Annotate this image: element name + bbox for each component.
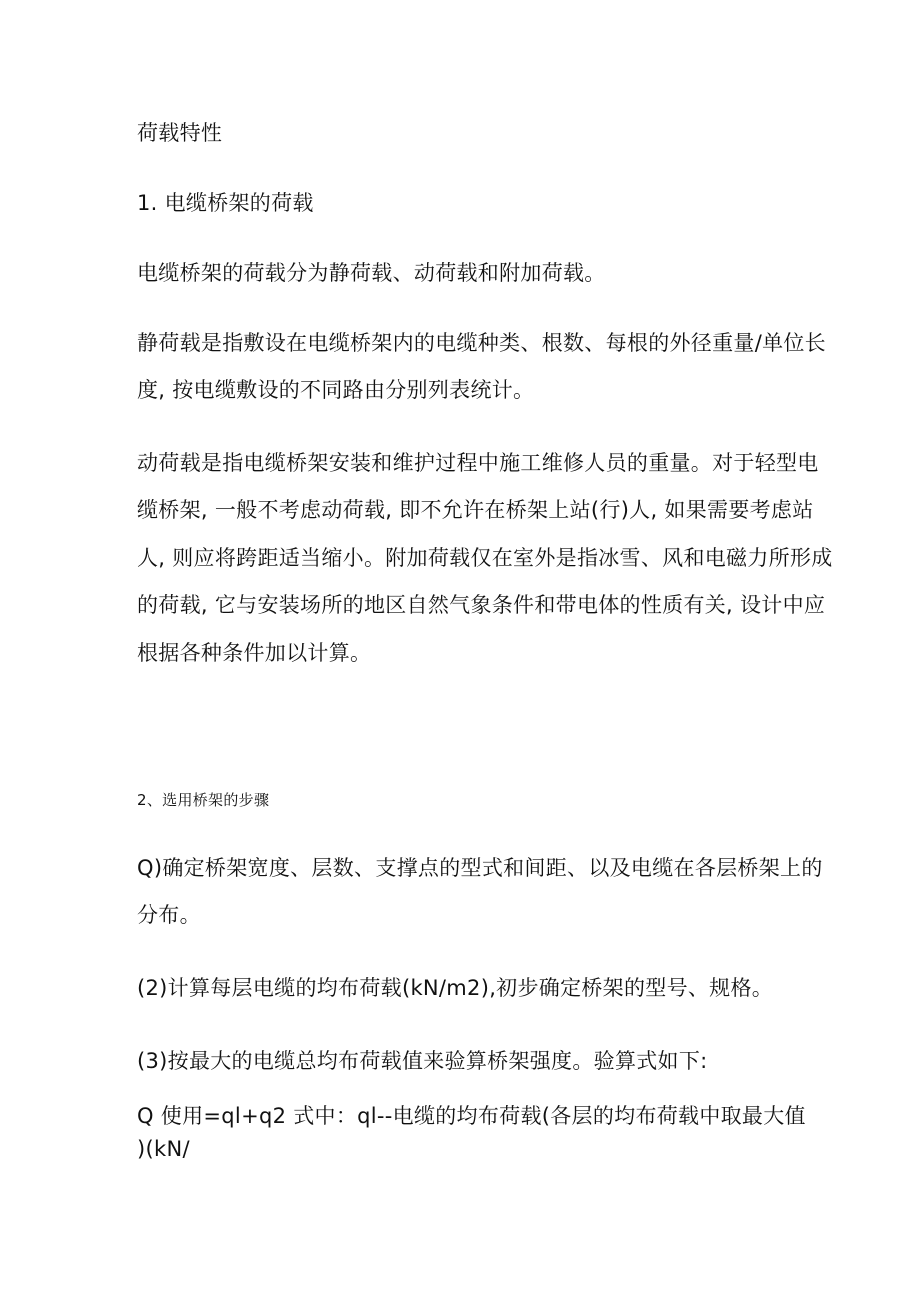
paragraph-dynamic-load-line-2: 缆桥架, 一般不考虑动荷载, 即不允许在桥架上站(行)人, 如果需要考虑站 (137, 498, 814, 522)
step-2-text: (2)计算每层电缆的均布荷载(kN/m2),初步确定桥架的型号、规格。 (137, 976, 774, 1000)
step-1-line-1: Q)确定桥架宽度、层数、支撑点的型式和间距、以及电缆在各层桥架上的 (137, 856, 823, 880)
paragraph-dynamic-load-line-1: 动荷载是指电缆桥架安装和维护过程中施工维修人员的重量。对于轻型电 (137, 451, 819, 475)
paragraph-static-load-line-2: 度, 按电缆敷设的不同路由分别列表统计。 (137, 378, 535, 402)
paragraph-dynamic-load-line-3: 人, 则应将跨距适当缩小。附加荷载仅在室外是指冰雪、风和电磁力所形成 (137, 546, 833, 570)
step-1-line-2: 分布。 (137, 903, 201, 927)
formula-line-1: Q 使用=ql+q2 式中：ql--电缆的均布荷载(各层的均布荷载中取最大值 (137, 1104, 806, 1128)
paragraph-load-types: 电缆桥架的荷载分为静荷载、动荷载和附加荷载。 (137, 261, 606, 285)
formula-line-2: )(kN/ (137, 1137, 190, 1161)
section-1-heading: 1. 电缆桥架的荷载 (137, 191, 314, 215)
paragraph-dynamic-load-line-4: 的荷载, 它与安装场所的地区自然气象条件和带电体的性质有关, 设计中应 (137, 593, 826, 617)
section-2-heading: 2、选用桥架的步骤 (137, 791, 270, 809)
step-3-text: (3)按最大的电缆总均布荷载值来验算桥架强度。验算式如下: (137, 1049, 708, 1073)
paragraph-static-load-line-1: 静荷载是指敷设在电缆桥架内的电缆种类、根数、每根的外径重量/单位长 (137, 331, 826, 355)
document-title: 荷载特性 (137, 121, 223, 145)
paragraph-dynamic-load-line-5: 根据各种条件加以计算。 (137, 641, 372, 665)
